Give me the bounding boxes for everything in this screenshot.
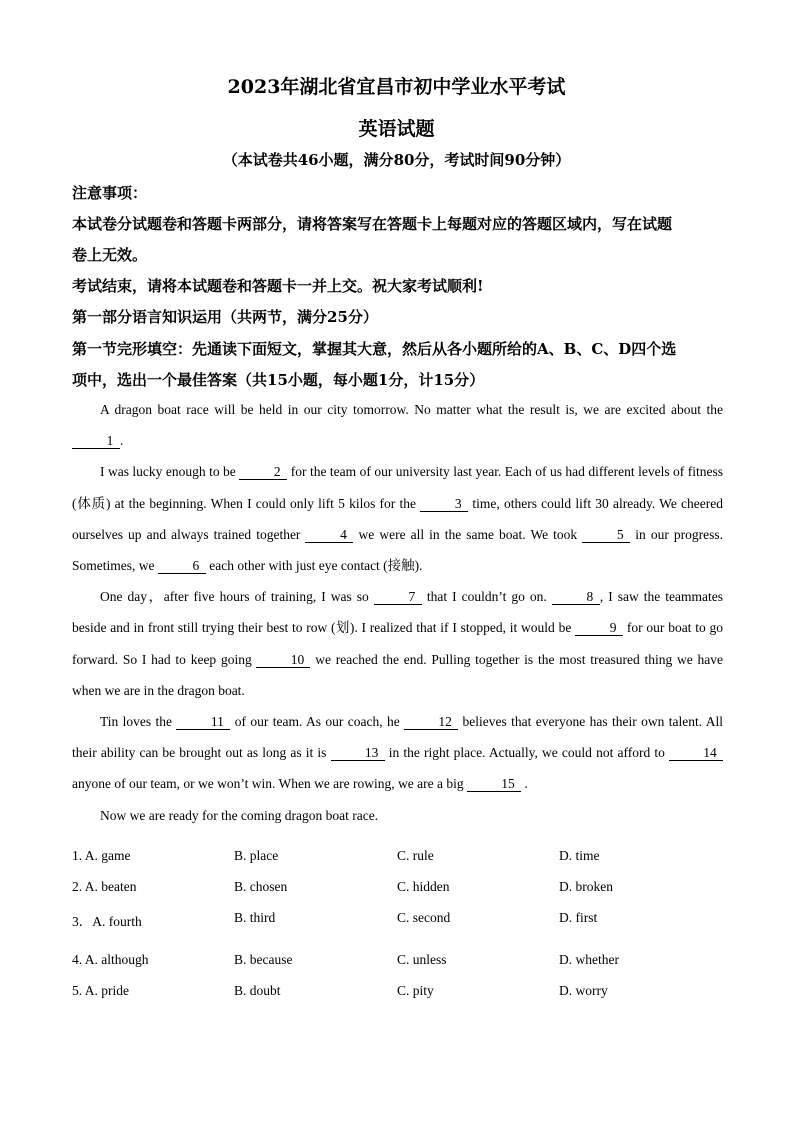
option-a: 2. A. beaten <box>72 879 137 894</box>
passage <box>72 394 723 831</box>
blank-12: 12 <box>404 714 458 730</box>
passage-paragraph-5: Now we are ready for the coming dragon boat race. <box>100 807 379 823</box>
option-a: 4. A. although <box>72 952 149 967</box>
notes-line-2: 考试结束，请将本试题卷和答题卡一并上交。祝大家考试顺利! <box>72 277 484 295</box>
option-b: B. doubt <box>234 983 281 998</box>
passage-text: we were all in the same boat. We took <box>353 526 583 542</box>
passage-paragraph-2 <box>72 456 723 581</box>
passage-text: for the team of our university last year. Each of us had different levels of fitness (体质) at the beginning. When I could only lift 5 kilos for the <box>72 464 723 511</box>
option-d: D. whether <box>559 952 619 967</box>
option-c: C. pity <box>397 983 434 998</box>
passage-text: in the right place. Actually, we could not afford to <box>384 745 669 761</box>
option-a: 3．A. fourth <box>72 914 142 929</box>
part1-heading: 第一部分语言知识运用（共两节，满分25分） <box>72 308 378 326</box>
passage-text: of our team. As our coach, he <box>230 714 405 730</box>
blank-4: 4 <box>305 527 353 543</box>
option-d: D. worry <box>559 983 608 998</box>
blank-13: 13 <box>331 745 385 761</box>
passage-text: believes that everyone has their own talent. All their ability can be brought out as long as it is <box>72 714 723 761</box>
passage-paragraph-1 <box>72 394 723 456</box>
option-d: D. broken <box>559 879 613 894</box>
option-c: C. second <box>397 910 451 925</box>
option-c: C. rule <box>397 848 434 863</box>
option-a: 1. A. game <box>72 848 131 863</box>
section1-instruction-a: 第一节完形填空：先通读下面短文，掌握其大意，然后从各小题所给的A、B、C、D四个选 <box>72 340 677 358</box>
blank-9: 9 <box>575 620 623 636</box>
passage-text: that I couldn’t go on. <box>421 589 552 605</box>
passage-text: One day，after five hours of training, I was so <box>100 589 374 605</box>
exam-title: 2023年湖北省宜昌市初中学业水平考试 <box>227 76 566 98</box>
blank-8: 8 <box>552 589 600 605</box>
passage-paragraph-3 <box>72 581 723 706</box>
passage-text: . <box>120 433 124 449</box>
options-row-5 <box>72 983 724 1003</box>
option-d: D. time <box>559 848 600 863</box>
passage-paragraph-4 <box>72 706 723 800</box>
section1-instruction-b: 项中，选出一个最佳答案（共15小题，每小题1分，计15分） <box>72 371 485 389</box>
passage-text: for our boat to go forward. So I had to keep going <box>72 620 724 667</box>
option-b: B. chosen <box>234 879 288 894</box>
option-d: D. first <box>559 910 598 925</box>
options-row-1 <box>72 848 724 868</box>
passage-text: A dragon boat race will be held in our city tomorrow. No matter what the result is, we are excited about the <box>100 402 723 417</box>
passage-text: Tin loves the <box>100 714 177 730</box>
blank-1: 1 <box>72 433 120 449</box>
subject-title: 英语试题 <box>358 118 435 140</box>
option-c: C. unless <box>397 952 447 967</box>
blank-11: 11 <box>176 714 230 730</box>
blank-3: 3 <box>420 496 468 512</box>
notes-heading: 注意事项： <box>72 184 148 202</box>
passage-text: in our progress. Sometimes, we <box>72 526 723 574</box>
blank-7: 7 <box>374 589 422 605</box>
option-a: 5. A. pride <box>72 983 129 998</box>
option-b: B. third <box>234 910 276 925</box>
option-c: C. hidden <box>397 879 450 894</box>
option-b: B. because <box>234 952 293 967</box>
options-row-2 <box>72 879 724 899</box>
blank-15: 15 <box>467 776 521 792</box>
passage-text: anyone of our team, or we won’t win. When we are rowing, we are a big <box>72 776 467 792</box>
notes-line-1b: 卷上无效。 <box>72 246 148 264</box>
passage-text: , I saw the teammates beside and in front still trying their best to row (划). I realized that if I stopped, it would be <box>72 589 723 636</box>
passage-text: we reached the end. Pulling together is the most treasured thing we have when we are in the dragon boat. <box>72 651 723 698</box>
blank-10: 10 <box>256 652 310 668</box>
notes-line-1a: 本试卷分试题卷和答题卡两部分，请将答案写在答题卡上每题对应的答题区域内，写在试题 <box>72 215 673 233</box>
blank-6: 6 <box>158 558 206 574</box>
blank-2: 2 <box>239 464 287 480</box>
options-row-4 <box>72 952 724 972</box>
option-b: B. place <box>234 848 279 863</box>
blank-5: 5 <box>582 527 630 543</box>
blank-14: 14 <box>669 745 723 761</box>
passage-text: I was lucky enough to be <box>100 464 240 480</box>
exam-info: （本试卷共46小题，满分80分，考试时间90分钟） <box>222 151 571 169</box>
options-row-3 <box>72 910 724 930</box>
passage-text: time, others could lift 30 already. We cheered ourselves up and always trained together <box>72 495 724 542</box>
passage-text: . <box>521 776 528 792</box>
passage-text: each other with just eye contact (接触). <box>205 558 423 574</box>
